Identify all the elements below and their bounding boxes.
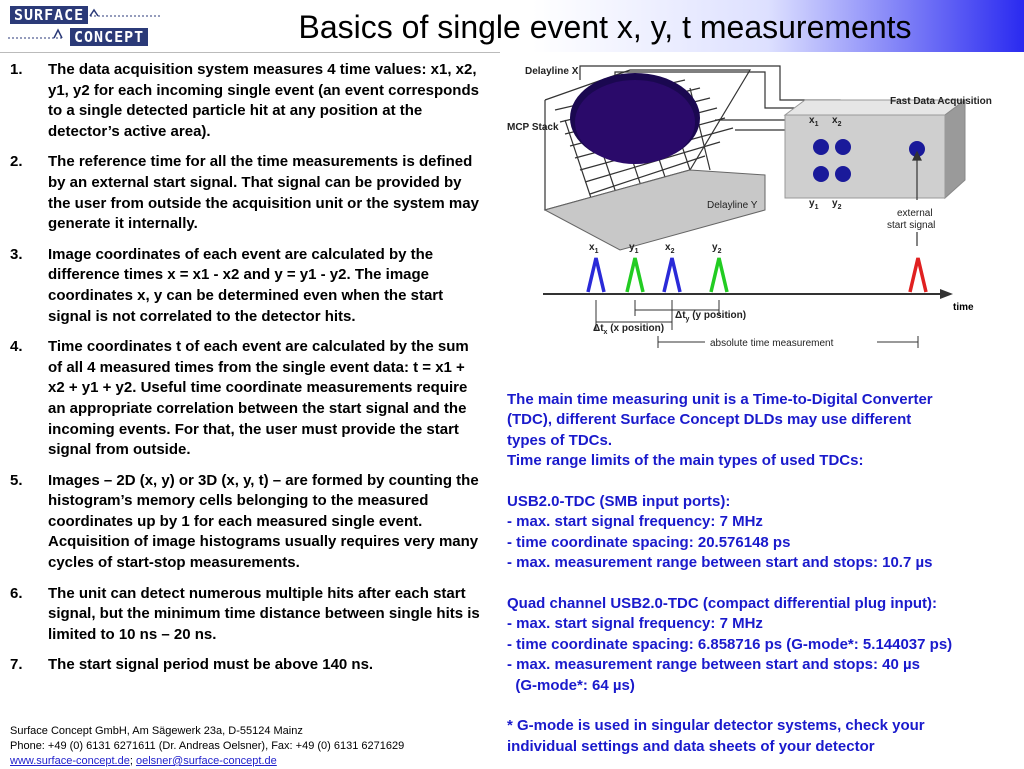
list-item-number: 6. xyxy=(10,584,23,602)
spacer xyxy=(507,574,1017,594)
port-y2-label: $y_2$ xyxy=(832,198,842,211)
info-line: Time range limits of the main types of used TDCs: xyxy=(507,452,864,470)
pulse-x1 xyxy=(588,258,604,292)
time-axis xyxy=(543,289,974,313)
mcp-stack-label: MCP Stack xyxy=(507,122,559,133)
spacer xyxy=(507,696,1017,716)
external-start-label-1: external xyxy=(897,208,933,219)
info-line: types of TDCs. xyxy=(507,431,613,449)
info-line: USB2.0-TDC (SMB input ports): xyxy=(507,493,731,511)
time-axis-label: time xyxy=(953,302,974,313)
info-line: The main time measuring unit is a Time-to-Digital Converter xyxy=(507,391,933,408)
spacer xyxy=(507,472,1017,492)
info-line: - max. measurement range between start and stops: 40 µs xyxy=(507,656,920,674)
list-item-text: The start signal period must be above 140 ns. xyxy=(48,656,374,674)
pulse-start xyxy=(910,258,926,292)
external-start-label-2: start signal xyxy=(887,220,936,231)
list-item-number: 4. xyxy=(10,338,23,356)
list-item-text: The unit can detect numerous multiple hits after each start signal, but the minimum time distance between single hits is limited to 10 ns – 20 ns. xyxy=(48,584,480,643)
footer-links xyxy=(10,754,490,769)
list-item xyxy=(10,337,485,461)
delta-ty-label: $\Delta t_y$ (y position) xyxy=(675,310,747,323)
list-item xyxy=(10,655,485,676)
footer xyxy=(10,724,490,769)
pulse-group xyxy=(588,258,926,292)
list-item xyxy=(10,471,485,574)
pulse-y2 xyxy=(711,258,727,292)
company-logo xyxy=(6,4,166,50)
info-line: (G-mode*: 64 µs) xyxy=(507,676,635,694)
footer-separator: ; xyxy=(129,755,136,767)
website-link[interactable]: www.surface-concept.de xyxy=(10,755,130,767)
pulse-y2-label: $y_2$ xyxy=(712,242,722,255)
info-line: - time coordinate spacing: 6.858716 ps (G-mode*: 5.144037 ps) xyxy=(507,635,953,653)
info-line: individual settings and data sheets of your detector xyxy=(507,737,875,755)
dld-schematic-diagram xyxy=(505,60,995,360)
list-item-number: 1. xyxy=(10,61,23,78)
info-line: - max. measurement range between start and stops: 10.7 µs xyxy=(507,554,933,572)
port-x2-label: $x_2$ xyxy=(832,115,842,128)
list-item-text: Images – 2D (x, y) or 3D (x, y, t) – are formed by counting the histogram’s memory cells belonging to the measured coordinates up by 1 for each measured single event. Acquisition of image histograms usually requires very many cycles of start-stop measurements. xyxy=(48,471,479,572)
info-line: * G-mode is used in singular detector systems, check your xyxy=(507,717,925,735)
delayline-y-label: Delayline Y xyxy=(707,200,758,211)
fast-data-acquisition-label: Fast Data Acquisition xyxy=(890,96,992,107)
page-title: Basics of single event x, y, t measurements xyxy=(298,9,912,45)
pulse-x2-label: $x_2$ xyxy=(665,242,675,255)
footer-phone: Phone: +49 (0) 6131 6271611 (Dr. Andreas Oelsner), Fax: +49 (0) 6131 6271629 xyxy=(10,740,405,752)
list-item xyxy=(10,152,485,234)
info-line: Quad channel USB2.0-TDC (compact differential plug input): xyxy=(507,595,938,613)
measurement-basics-list xyxy=(10,60,485,686)
delta-tx-label: $\Delta t_x$ (x position) xyxy=(593,323,665,336)
pulse-x2 xyxy=(664,258,680,292)
info-line: - max. start signal frequency: 7 MHz xyxy=(507,513,763,531)
header-bar xyxy=(0,0,1024,52)
list-item-number: 7. xyxy=(10,656,23,674)
list-item-text: The data acquisition system measures 4 time values: x1, x2, y1, y2 for each incoming single event (an event corresponds to a single detected particle hit at any position at the detector’s active area). xyxy=(48,61,479,140)
port-y1-connector xyxy=(813,166,829,182)
list-item xyxy=(10,60,485,142)
list-item xyxy=(10,584,485,646)
list-item-text: The reference time for all the time measurements is defined by an external start signal. That signal can be provided by the user from outside the acquisition unit or the system may generate it internally. xyxy=(48,153,479,233)
absolute-time-label: absolute time measurement xyxy=(710,338,834,349)
pulse-x1-label: $x_1$ xyxy=(589,242,599,255)
email-link[interactable]: oelsner@surface-concept.de xyxy=(135,755,277,767)
list-item-text: Time coordinates t of each event are calculated by the sum of all 4 measured times from the single event data: t = x1 + x2 + y1 + y2. Useful time coordinate measurements require an appropriate correlation between the start signal and the incoming events. For that, the user must provide the start signal from outside. xyxy=(48,338,469,459)
port-y2-connector xyxy=(835,166,851,182)
delayline-x-label: Delayline X xyxy=(525,66,579,77)
pulse-y1-label: $y_1$ xyxy=(629,242,639,255)
mcp-stack-disk xyxy=(575,80,695,164)
footer-company: Surface Concept GmbH, Am Sägewerk 23a, D-55124 Mainz xyxy=(10,725,303,737)
info-line: (TDC), different Surface Concept DLDs may use different xyxy=(507,411,912,429)
header-divider xyxy=(0,52,500,53)
list-item-number: 3. xyxy=(10,245,23,263)
tdc-info-panel xyxy=(507,390,1017,757)
info-line: - max. start signal frequency: 7 MHz xyxy=(507,615,763,633)
info-line: - time coordinate spacing: 20.576148 ps xyxy=(507,533,791,551)
port-x1-label: $x_1$ xyxy=(809,115,819,128)
port-x1-connector xyxy=(813,139,829,155)
port-y1-label: $y_1$ xyxy=(809,198,819,211)
list-item xyxy=(10,245,485,327)
port-x2-connector xyxy=(835,139,851,155)
list-item-text: Image coordinates of each event are calculated by the difference times x = x1 - x2 and y = y1 - y2. The image coordinates x, y can be determined even when the start signal is not correlated to the detector hits. xyxy=(48,245,444,325)
list-item-number: 5. xyxy=(10,471,23,489)
logo-line-1: SURFACE xyxy=(10,6,88,24)
pulse-y1 xyxy=(627,258,643,292)
logo-line-2: CONCEPT xyxy=(70,28,148,46)
list-item-number: 2. xyxy=(10,153,23,171)
